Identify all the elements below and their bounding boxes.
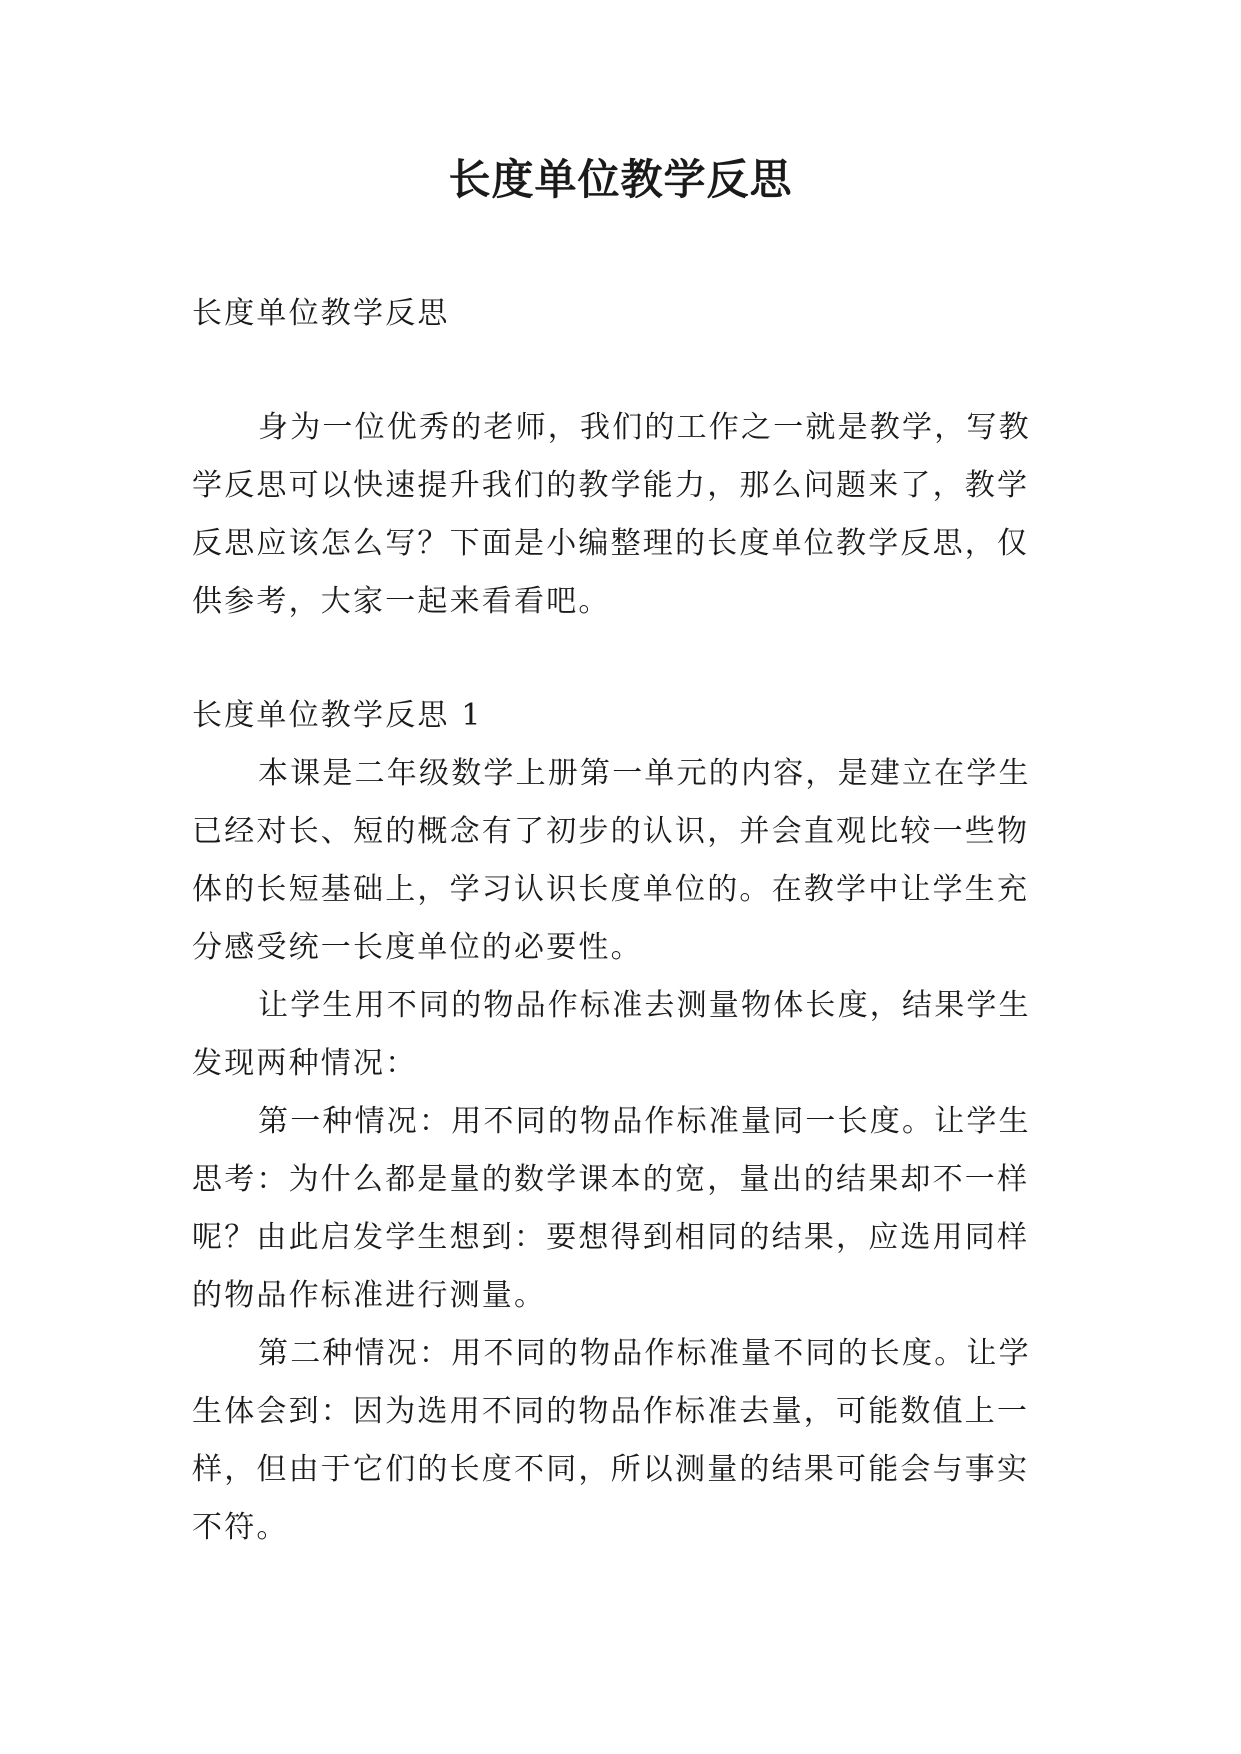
intro-line: 身为一位优秀的老师，我们的工作之一就是教学，写教 [258, 410, 1031, 445]
section-heading: 长度单位教学反思 1 [192, 698, 483, 733]
paragraph-line: 样，但由于它们的长度不同，所以测量的结果可能会与事实 [192, 1452, 1030, 1487]
paragraph-line: 的物品作标准进行测量。 [192, 1278, 547, 1313]
paragraph-line: 已经对长、短的概念有了初步的认识，并会直观比较一些物 [192, 814, 1030, 849]
paragraph-line: 思考：为什么都是量的数学课本的宽，量出的结果却不一样 [192, 1162, 1030, 1197]
paragraph-line: 发现两种情况： [192, 1046, 418, 1081]
paragraph-line: 分感受统一长度单位的必要性。 [192, 930, 643, 965]
intro-line: 反思应该怎么写？下面是小编整理的长度单位教学反思，仅 [192, 526, 1030, 561]
paragraph-line: 本课是二年级数学上册第一单元的内容，是建立在学生 [258, 756, 1031, 791]
document-title: 长度单位教学反思 [448, 155, 793, 204]
paragraph-line: 生体会到：因为选用不同的物品作标准去量，可能数值上一 [192, 1394, 1030, 1429]
document-subtitle: 长度单位教学反思 [192, 296, 450, 331]
paragraph-line: 让学生用不同的物品作标准去测量物体长度，结果学生 [258, 988, 1031, 1023]
paragraph-line: 第一种情况：用不同的物品作标准量同一长度。让学生 [258, 1104, 1031, 1139]
paragraph-line: 不符。 [192, 1510, 289, 1545]
paragraph-line: 第二种情况：用不同的物品作标准量不同的长度。让学 [258, 1336, 1031, 1371]
intro-line: 供参考，大家一起来看看吧。 [192, 584, 611, 619]
intro-line: 学反思可以快速提升我们的教学能力，那么问题来了，教学 [192, 468, 1030, 503]
paragraph-line: 体的长短基础上，学习认识长度单位的。在教学中让学生充 [192, 872, 1030, 907]
paragraph-line: 呢？由此启发学生想到：要想得到相同的结果，应选用同样 [192, 1220, 1030, 1255]
